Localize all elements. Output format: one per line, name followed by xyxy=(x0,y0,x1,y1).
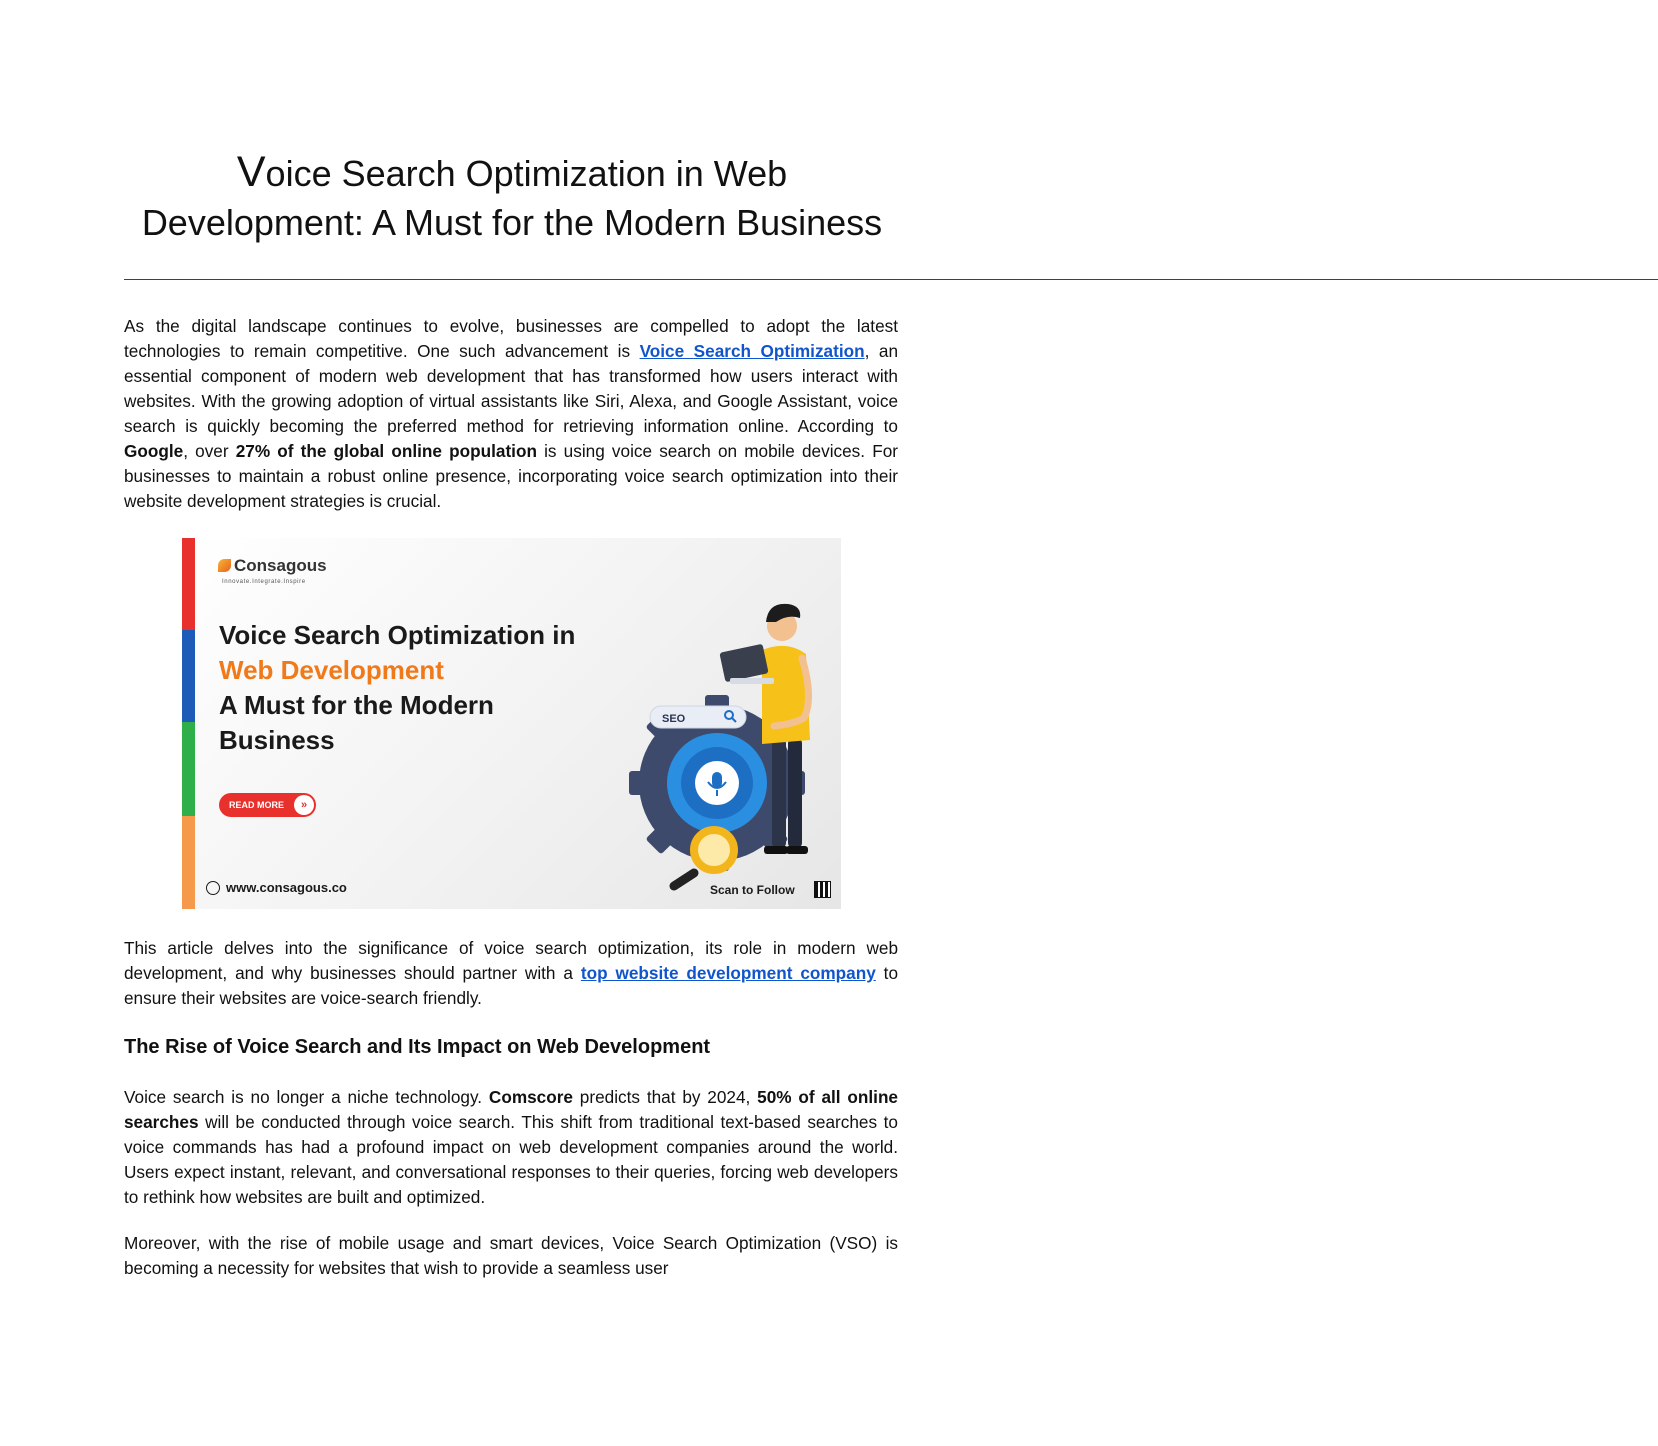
title-first-letter: V xyxy=(236,148,266,196)
intro-text-3: , over xyxy=(183,441,236,461)
title-line1-rest: oice Search Optimization in Web xyxy=(265,153,788,194)
article-paragraph xyxy=(124,936,898,1011)
voice-search-optimization-link[interactable]: Voice Search Optimization xyxy=(639,341,865,361)
section-paragraph-2: Moreover, with the rise of mobile usage and smart devices, Voice Search Optimization (VSO) is becoming a necessity for websites that wish to provide a seamless user xyxy=(124,1233,898,1278)
banner-title-line1: Voice Search Optimization in xyxy=(219,620,576,650)
banner-stripe-blue xyxy=(182,630,195,722)
banner-read-more-button xyxy=(219,793,316,817)
banner-title-line3: A Must for the Modern xyxy=(219,690,494,720)
page-title xyxy=(100,148,924,247)
article-text-1: This article delves into the significance of voice search optimization, its role in modern web development, and why businesses should partner with a xyxy=(124,938,898,983)
banner-title-line2: Web Development xyxy=(219,655,444,685)
voice-search-illustration xyxy=(602,568,841,878)
banner-tagline: Innovate.Integrate.Inspire xyxy=(222,579,306,585)
intro-text-4: is using voice search on mobile devices. For businesses to maintain a robust online presence, incorporating voice search optimization into their website development strategies is crucial. xyxy=(124,441,898,511)
section-paragraph-1 xyxy=(124,1085,898,1210)
section-p1-text-3: will be conducted through voice search. This shift from traditional text-based searches to voice commands has had a profound impact on web development companies around the world. Users expect instant, relevant, and conversational responses to their queries, forcing web developers to rethink how websites are built and optimized. xyxy=(124,1112,898,1207)
banner-website-text: www.consagous.co xyxy=(226,880,347,895)
section-p1-bold-comscore: Comscore xyxy=(488,1087,573,1107)
intro-paragraph xyxy=(124,314,898,514)
banner-brand-logo xyxy=(218,556,327,576)
leaf-logo-icon xyxy=(218,559,231,572)
section-p1-text-1: Voice search is no longer a niche technology. xyxy=(124,1087,489,1107)
top-website-development-company-link[interactable]: top website development company xyxy=(580,963,876,983)
banner-brand-name: Consagous xyxy=(234,556,327,575)
divider-line: ———————————————————————————————————————————————————————————————————————————————————————————————————————————————— xyxy=(124,270,1658,286)
intro-bold-stat: 27% of the global online population xyxy=(235,441,537,461)
banner-website xyxy=(206,880,347,895)
title-line2: Development: A Must for the Modern Business xyxy=(141,202,883,243)
banner-scan-label: Scan to Follow xyxy=(710,883,795,897)
section-p1-bold-stat: 50% of all online searches xyxy=(124,1087,898,1132)
intro-bold-google: Google xyxy=(124,441,184,461)
banner-stripe-green xyxy=(182,722,195,816)
seo-label: SEO xyxy=(662,713,686,725)
banner-stripe-red xyxy=(182,538,195,630)
banner-stripe-orange xyxy=(182,816,195,909)
double-chevron-right-icon: » xyxy=(294,795,314,815)
globe-icon xyxy=(206,881,220,895)
intro-text-1: As the digital landscape continues to evolve, businesses are compelled to adopt the latest technologies to remain competitive. One such advancement is xyxy=(124,316,898,361)
article-banner-image xyxy=(182,538,841,909)
seo-search-bar xyxy=(650,706,746,728)
section-p1-text-2: predicts that by 2024, xyxy=(572,1087,758,1107)
read-more-label: READ MORE xyxy=(229,800,285,810)
intro-text-2: , an essential component of modern web development that has transformed how users interact with websites. With the growing adoption of virtual assistants like Siri, Alexa, and Google Assistant, voice search is quickly becoming the preferred method for retrieving information online. According to xyxy=(124,341,899,436)
section-heading: The Rise of Voice Search and Its Impact on Web Development xyxy=(124,1036,711,1058)
article-text-2: to ensure their websites are voice-search friendly. xyxy=(124,963,899,1008)
qr-code-icon xyxy=(814,881,831,898)
banner-title-line4: Business xyxy=(219,725,335,755)
